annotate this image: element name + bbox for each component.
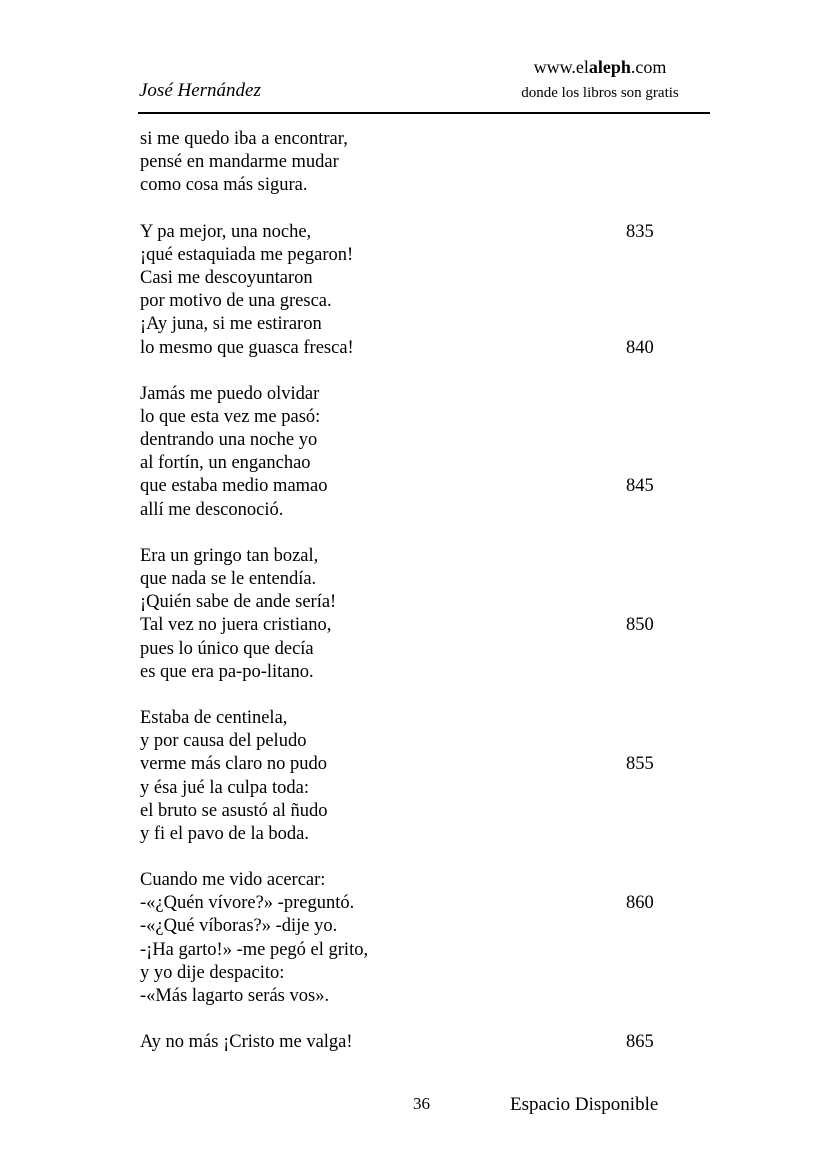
footer-note: Espacio Disponible: [510, 1094, 659, 1115]
verse-text: si me quedo iba a encontrar,: [140, 129, 348, 149]
verse-line: [140, 614, 700, 637]
verse-line: [140, 707, 700, 730]
verse-line: [140, 151, 700, 174]
verse-text: Tal vez no juera cristiano,: [140, 615, 332, 636]
verse-text: y fi el pavo de la boda.: [140, 823, 310, 844]
verse-line: [140, 800, 700, 823]
verse-line: [140, 337, 700, 360]
site-suffix: .com: [630, 57, 667, 77]
verse-line: [140, 313, 700, 336]
verse-text: ¡Ay juna, si me estiraron: [140, 314, 322, 335]
verse-line: [140, 1031, 700, 1054]
verse-text: -¡Ha garto!» -me pegó el grito,: [140, 939, 369, 960]
verse-text: y por causa del peludo: [140, 731, 307, 752]
verse-text: -«¿Qué víboras?» -dije yo.: [140, 916, 338, 937]
verse-text: Casi me descoyuntaron: [140, 267, 313, 288]
verse-line: [140, 290, 700, 313]
verse-line: [140, 985, 700, 1008]
line-number: 860: [626, 893, 654, 914]
verse-line: [140, 892, 700, 915]
verse-text: Era un gringo tan bozal,: [140, 545, 319, 566]
verse-line: [140, 128, 700, 151]
verse-line: [140, 823, 700, 846]
verse-text: ¡Quién sabe de ande sería!: [140, 592, 337, 613]
verse-text: ¡qué estaquiada me pegaron!: [140, 244, 354, 265]
verse-text: -«Más lagarto serás vos».: [140, 986, 330, 1006]
verse-text: Estaba de centinela,: [140, 707, 288, 728]
verse-text: que nada se le entendía.: [140, 569, 317, 589]
verse-line: [140, 939, 700, 962]
verse-line: [140, 475, 700, 498]
verse-text: como cosa más sigura.: [140, 175, 308, 196]
verse-text: lo que esta vez me pasó:: [140, 406, 321, 427]
verse-text: que estaba medio mamao: [140, 476, 328, 497]
verse-line: [140, 244, 700, 267]
page-number: 36: [413, 1094, 430, 1113]
verse-line: [140, 452, 700, 475]
verse-text: pues lo único que decía: [140, 638, 314, 659]
verse-line: [140, 869, 700, 892]
verse-line: [140, 638, 700, 661]
site-brand: aleph: [588, 57, 631, 77]
line-number: 845: [626, 476, 654, 497]
verse-line: [140, 406, 700, 429]
verse-line: [140, 591, 700, 614]
verse-text: Jamás me puedo olvidar: [140, 383, 320, 404]
verse-line: [140, 383, 700, 406]
verse-line: [140, 915, 700, 938]
verse-text: y yo dije despacito:: [140, 962, 285, 983]
line-number: 840: [626, 337, 654, 358]
verse-text: Cuando me vido acercar:: [140, 870, 326, 891]
verse-text: lo mesmo que guasca fresca!: [140, 337, 354, 358]
poem-body: [140, 128, 700, 1054]
verse-text: verme más claro no pudo: [140, 754, 327, 775]
verse-text: dentrando una noche yo: [140, 430, 318, 451]
verse-line: [140, 174, 700, 197]
verse-text: y ésa jué la culpa toda:: [140, 777, 310, 798]
verse-text: al fortín, un enganchao: [140, 453, 311, 474]
verse-line: [140, 753, 700, 776]
verse-text: allí me desconoció.: [140, 499, 284, 520]
verse-text: Y pa mejor, una noche,: [140, 221, 312, 242]
line-number: 835: [626, 221, 654, 242]
header-site-url[interactable]: [510, 57, 690, 78]
verse-text: pensé en mandarme mudar: [140, 152, 339, 173]
verse-text: -«¿Quén vívore?» -preguntó.: [140, 893, 355, 914]
line-number: 855: [626, 754, 654, 775]
verse-line: [140, 221, 700, 244]
verse-line: [140, 962, 700, 985]
line-number: 865: [626, 1032, 654, 1053]
verse-line: [140, 267, 700, 290]
verse-line: [140, 499, 700, 522]
header-rule: [138, 112, 710, 114]
verse-text: Ay no más ¡Cristo me valga!: [140, 1032, 353, 1053]
verse-line: [140, 777, 700, 800]
verse-text: por motivo de una gresca.: [140, 291, 332, 312]
verse-line: [140, 545, 700, 568]
verse-text: el bruto se asustó al ñudo: [140, 800, 328, 821]
header-tagline: donde los libros son gratis: [521, 85, 679, 101]
verse-line: [140, 661, 700, 684]
line-number: 850: [626, 615, 654, 636]
verse-line: [140, 730, 700, 753]
header-author: José Hernández: [139, 80, 261, 101]
verse-text: es que era pa-po-litano.: [140, 661, 314, 682]
verse-line: [140, 568, 700, 591]
verse-line: [140, 429, 700, 452]
site-prefix: www.el: [533, 57, 589, 77]
